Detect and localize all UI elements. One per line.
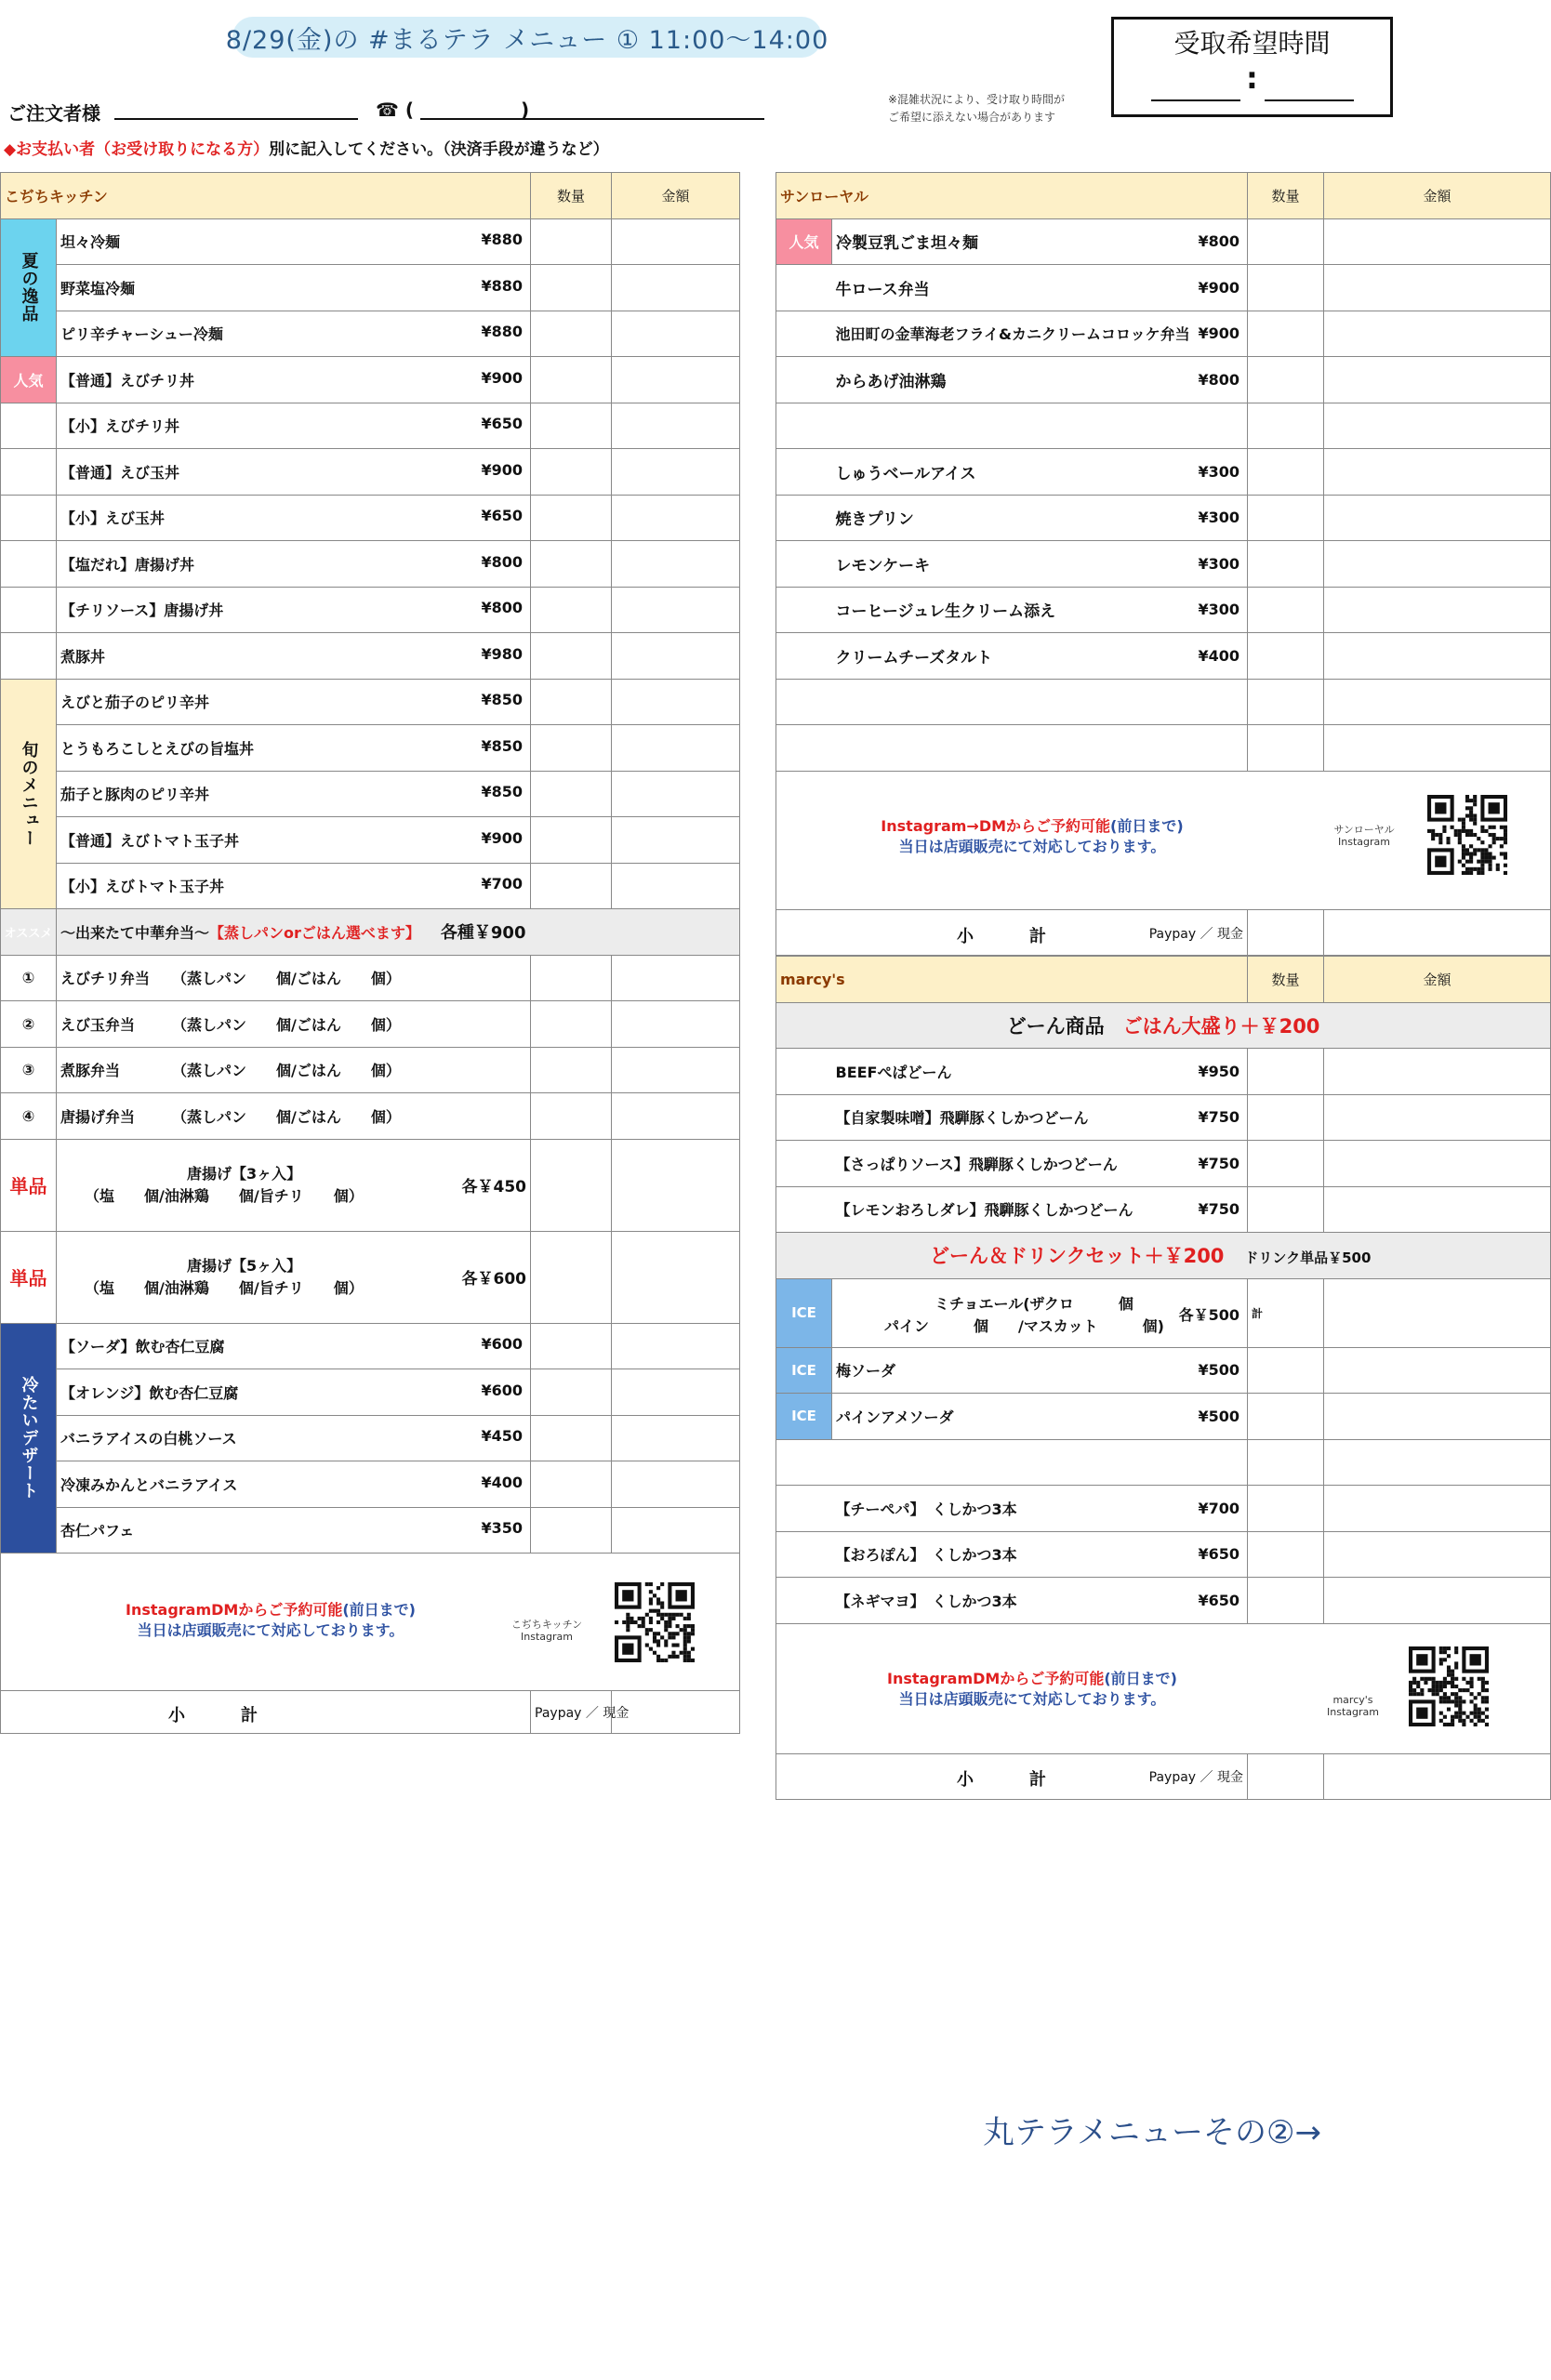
single-item: 唐揚げ【3ヶ入】 （塩 個/油淋鶏 個/旨チリ 個） 各￥450 [57, 1139, 531, 1231]
phone-label: ☎ ( [376, 99, 415, 121]
menu-row [1, 633, 740, 680]
qty-cell[interactable] [531, 1093, 612, 1140]
empty-row [776, 403, 1551, 449]
set-title-row [776, 1233, 1551, 1279]
menu-row [776, 1394, 1551, 1440]
sunroyal-menu [776, 172, 1551, 956]
subtotal-label-b: 計 [1029, 926, 1046, 946]
amount-cell[interactable] [1324, 1486, 1551, 1532]
qty-cell[interactable] [1248, 679, 1324, 725]
ice-badge: ICE [776, 1347, 832, 1394]
menu-item: 煮豚丼 ¥980 [57, 633, 531, 680]
menu-item-name: 牛ロース弁当 [832, 265, 1180, 311]
amount-cell[interactable] [1324, 1347, 1551, 1394]
qty-cell[interactable] [1248, 725, 1324, 772]
menu-item-name: 【チーペパ】 くしかつ3本 [832, 1486, 1180, 1532]
amount-cell[interactable] [612, 1323, 740, 1369]
menu-item: 【チリソース】唐揚げ丼 ¥800 [57, 587, 531, 633]
marcys-header-row [776, 957, 1551, 1003]
menu-item-price: ¥300 [1180, 541, 1248, 588]
amount-cell[interactable] [1324, 541, 1551, 588]
menu-row [776, 218, 1551, 265]
qty-cell[interactable] [1248, 1347, 1324, 1394]
menu-item: 【普通】えびチリ丼 ¥900 [57, 357, 531, 403]
menu-item-price: ¥650 [1180, 1578, 1248, 1624]
menu-row [1, 587, 740, 633]
set-title: どーん＆ドリンクセット＋￥200 ドリンク単品￥500 [776, 1233, 1551, 1279]
marcys-menu [776, 956, 1551, 1800]
marcys-shop-name: marcy's [776, 957, 1248, 1003]
menu-row [776, 1278, 1551, 1347]
menu-row [776, 1141, 1551, 1187]
amount-cell[interactable] [612, 587, 740, 633]
pickup-time-title: 受取希望時間 [1173, 28, 1331, 59]
bento-row: ② えび玉弁当 （蒸しパン 個/ごはん 個） [1, 1001, 740, 1048]
qty-cell[interactable] [531, 449, 612, 496]
menu-item-price: ¥500 [1180, 1347, 1248, 1394]
bento-row: ③ 煮豚弁当 （蒸しパン 個/ごはん 個） [1, 1047, 740, 1093]
osusume-badge: オススメ [1, 909, 57, 956]
menu-row [776, 449, 1551, 496]
season-section-label: 旬のメニュー [1, 679, 57, 909]
menu-item-price: ¥500 [1180, 1394, 1248, 1440]
menu-row [776, 1186, 1551, 1233]
marcys-qr-label: marcy's Instagram [1327, 1693, 1379, 1718]
qty-cell[interactable] [531, 1323, 612, 1369]
qty-cell[interactable] [531, 817, 612, 864]
payment-rest-text: 別に記入してください。（決済手段が違うなど） [269, 140, 609, 159]
menu-item-price: ¥750 [1180, 1186, 1248, 1233]
menu-item-name: 梅ソーダ [832, 1347, 1180, 1394]
popular-badge: 人気 [1, 357, 57, 403]
qty-cell[interactable] [531, 955, 612, 1001]
menu-row [776, 265, 1551, 311]
amount-cell[interactable] [612, 679, 740, 725]
qty-cell[interactable] [531, 403, 612, 449]
menu-item: 【オレンジ】飲む杏仁豆腐 ¥600 [57, 1369, 531, 1416]
qty-cell[interactable]: 計 [1248, 1278, 1324, 1347]
amount-cell[interactable] [612, 311, 740, 357]
qty-cell[interactable] [531, 679, 612, 725]
payment-methods: Paypay ／ 現金 [531, 1691, 612, 1734]
qty-header: 数量 [1248, 173, 1324, 219]
payment-instruction [4, 136, 609, 159]
qty-cell[interactable] [1248, 1531, 1324, 1578]
menu-row [776, 587, 1551, 633]
qty-cell[interactable] [1248, 541, 1324, 588]
qty-cell[interactable] [1248, 1094, 1324, 1141]
qty-cell[interactable] [1248, 587, 1324, 633]
don-title: どーん商品 ごはん大盛り＋￥200 [776, 1002, 1551, 1049]
ice-badge: ICE [776, 1278, 832, 1347]
menu-item-price: ¥750 [1180, 1141, 1248, 1187]
amount-cell[interactable] [1324, 1531, 1551, 1578]
amount-cell[interactable] [612, 633, 740, 680]
qty-cell[interactable] [1248, 633, 1324, 680]
subtotal-amount-cell[interactable] [1324, 1753, 1551, 1800]
amount-cell[interactable] [1324, 218, 1551, 265]
phone-close: ) [521, 99, 530, 121]
menu-row [776, 311, 1551, 357]
menu-item: 野菜塩冷麺 ¥880 [57, 265, 531, 311]
amount-cell[interactable] [1324, 1094, 1551, 1141]
qty-cell[interactable] [531, 771, 612, 817]
subtotal-label-b: 計 [241, 1706, 258, 1726]
menu-item: 【小】えびチリ丼 ¥650 [57, 403, 531, 449]
menu-row [1, 449, 740, 496]
menu-item-price: ¥300 [1180, 449, 1248, 496]
kochi-shop-name: こぢちキッチン [1, 173, 531, 219]
amount-cell[interactable] [1324, 725, 1551, 772]
menu-row [1, 311, 740, 357]
qty-cell[interactable] [1248, 218, 1324, 265]
amount-cell[interactable] [612, 1507, 740, 1554]
menu-row [1, 725, 740, 772]
amount-cell[interactable] [612, 1415, 740, 1461]
kochi-header-row [1, 173, 740, 219]
amount-cell[interactable] [612, 495, 740, 541]
qty-cell[interactable] [531, 218, 612, 265]
subtotal-amount-cell[interactable] [612, 1691, 740, 1734]
qty-cell[interactable] [1248, 1049, 1324, 1095]
menu-item-name: レモンケーキ [832, 541, 1180, 588]
qty-cell[interactable] [531, 863, 612, 909]
marcys-info-text: InstagramDMからご予約可能(前日まで) 当日は店頭販売にて対応しております。 [887, 1669, 1177, 1708]
marcys-info-row [776, 1623, 1551, 1753]
sunroyal-qr-code[interactable] [1427, 795, 1507, 875]
menu-item-name: 焼きプリン [832, 495, 1180, 541]
menu-row [1, 771, 740, 817]
menu-item-name: 冷製豆乳ごま坦々麺 [832, 218, 1180, 265]
qty-cell[interactable] [1248, 1186, 1324, 1233]
pickup-colon: : [1246, 60, 1258, 96]
menu-item: 【小】えび玉丼 ¥650 [57, 495, 531, 541]
qty-cell[interactable] [531, 541, 612, 588]
phone-field[interactable] [420, 118, 764, 120]
amount-header: 金額 [612, 173, 740, 219]
qty-cell[interactable] [1248, 1439, 1324, 1486]
payment-methods: Paypay ／ 現金 [1148, 926, 1244, 942]
menu-item-name: 池田町の金華海老フライ&カニクリームコロッケ弁当 [832, 311, 1180, 357]
amount-cell[interactable] [612, 1093, 740, 1140]
qty-cell[interactable] [531, 1001, 612, 1048]
bento-item: えび玉弁当 （蒸しパン 個/ごはん 個） [57, 1001, 531, 1048]
menu-item: 茄子と豚肉のピリ辛丼 ¥850 [57, 771, 531, 817]
qty-cell[interactable] [1248, 1578, 1324, 1624]
amount-cell[interactable] [612, 218, 740, 265]
amount-cell[interactable] [1324, 495, 1551, 541]
bento-row: ④ 唐揚げ弁当 （蒸しパン 個/ごはん 個） [1, 1093, 740, 1140]
single-row [1, 1139, 740, 1231]
amount-cell[interactable] [612, 771, 740, 817]
menu-item: バニラアイスの白桃ソース ¥450 [57, 1415, 531, 1461]
amount-header: 金額 [1324, 957, 1551, 1003]
bento-title: 〜出来たて中華弁当〜【蒸しパンorごはん選べます】 各種￥900 [57, 909, 740, 956]
qty-cell[interactable] [531, 725, 612, 772]
menu-item-price: ¥650 [1180, 1531, 1248, 1578]
menu-row [776, 1347, 1551, 1394]
menu-row [776, 1049, 1551, 1095]
qty-cell[interactable] [1248, 403, 1324, 449]
orderer-label: ご注文者様 [7, 102, 100, 125]
menu-row [1, 863, 740, 909]
menu-item-price: ¥300 [1180, 587, 1248, 633]
menu-row [776, 1486, 1551, 1532]
menu-row [1, 541, 740, 588]
menu-item: 【ソーダ】飲む杏仁豆腐 ¥600 [57, 1323, 531, 1369]
menu-item-price: ¥900 [1180, 265, 1248, 311]
menu-row [1, 1369, 740, 1416]
amount-cell[interactable] [1324, 587, 1551, 633]
menu-row [776, 495, 1551, 541]
payment-bullet: ◆ [4, 140, 17, 159]
qty-cell[interactable] [531, 633, 612, 680]
amount-cell[interactable] [1324, 1578, 1551, 1624]
menu-item-price: ¥900 [1180, 311, 1248, 357]
qty-cell[interactable] [531, 357, 612, 403]
menu-item-name: クリームチーズタルト [832, 633, 1180, 680]
bento-item: えびチリ弁当 （蒸しパン 個/ごはん 個） [57, 955, 531, 1001]
kochi-subtotal-row [1, 1691, 740, 1734]
menu-row [776, 1094, 1551, 1141]
menu-item-price: ¥800 [1180, 357, 1248, 403]
qty-cell[interactable] [1248, 449, 1324, 496]
menu-row [1, 218, 740, 265]
amount-cell[interactable] [612, 817, 740, 864]
qty-cell[interactable] [1248, 311, 1324, 357]
menu-row [776, 633, 1551, 680]
amount-cell[interactable] [1324, 1049, 1551, 1095]
amount-cell[interactable] [1324, 265, 1551, 311]
amount-cell[interactable] [612, 1461, 740, 1508]
qty-cell[interactable] [531, 587, 612, 633]
menu-item-name: 【おろぽん】 くしかつ3本 [832, 1531, 1180, 1578]
page-title: 8/29(金)の #まるテラ メニュー ① 11:00〜14:00 [232, 17, 822, 58]
menu-row [1, 1461, 740, 1508]
menu-row [1, 495, 740, 541]
single-label: 単品 [1, 1139, 57, 1231]
amount-cell[interactable] [612, 1047, 740, 1093]
notice-line-2: ご希望に添えない場合があります [888, 111, 1056, 124]
single-item: 唐揚げ【5ヶ入】 （塩 個/油淋鶏 個/旨チリ 個） 各￥600 [57, 1231, 531, 1323]
pickup-hour-field[interactable] [1151, 99, 1240, 101]
menu-item-name: からあげ油淋鶏 [832, 357, 1180, 403]
qty-cell[interactable] [1248, 265, 1324, 311]
menu-row [1, 1507, 740, 1554]
amount-cell[interactable] [612, 863, 740, 909]
amount-cell[interactable] [1324, 1141, 1551, 1187]
pickup-minute-field[interactable] [1265, 99, 1354, 101]
popular-badge: 人気 [776, 218, 832, 265]
menu-item: 杏仁パフェ ¥350 [57, 1507, 531, 1554]
qty-cell[interactable] [531, 1415, 612, 1461]
amount-cell[interactable] [1324, 1186, 1551, 1233]
subtotal-qty-cell[interactable] [1248, 1753, 1324, 1800]
kochi-kitchen-menu [0, 172, 740, 1734]
qty-cell[interactable] [531, 1139, 612, 1231]
menu-item-price: ¥950 [1180, 1049, 1248, 1095]
kochi-info-text: InstagramDMからご予約可能(前日まで) 当日は店頭販売にて対応しております。 [126, 1601, 416, 1639]
amount-cell[interactable] [1324, 1394, 1551, 1440]
kochi-info-row [1, 1554, 740, 1691]
summer-section-label: 夏の逸品 [1, 218, 57, 357]
amount-cell[interactable] [1324, 449, 1551, 496]
qty-header: 数量 [1248, 957, 1324, 1003]
menu-item-name: しゅうベールアイス [832, 449, 1180, 496]
sunroyal-header-row [776, 173, 1551, 219]
amount-cell[interactable] [612, 955, 740, 1001]
menu-item: とうもろこしとえびの旨塩丼 ¥850 [57, 725, 531, 772]
qty-cell[interactable] [531, 265, 612, 311]
subtotal-label-a: 小 [168, 1706, 185, 1726]
notice-line-1: ※混雑状況により、受け取り時間が [888, 93, 1066, 106]
amount-cell[interactable] [612, 1001, 740, 1048]
subtotal-label-b: 計 [1029, 1769, 1046, 1790]
amount-cell[interactable] [612, 449, 740, 496]
menu-row [1, 817, 740, 864]
amount-cell[interactable] [612, 403, 740, 449]
kochi-qr-label: こぢちキッチン Instagram [510, 1619, 583, 1643]
marcys-subtotal-row [776, 1753, 1551, 1800]
ice-badge: ICE [776, 1394, 832, 1440]
pickup-time-box [1111, 17, 1393, 117]
menu-row [1, 265, 740, 311]
menu-item-price: ¥800 [1180, 218, 1248, 265]
orderer-name-field[interactable] [114, 118, 358, 120]
menu-row [1, 1323, 740, 1369]
menu-row [1, 1415, 740, 1461]
amount-cell[interactable] [612, 1231, 740, 1323]
sunroyal-info-row [776, 771, 1551, 909]
amount-cell[interactable] [612, 541, 740, 588]
payment-red-text: お支払い者（お受け取りになる方） [16, 140, 270, 159]
menu-item-name: BEEFぺぱどーん [832, 1049, 1180, 1095]
amount-cell[interactable] [1324, 633, 1551, 680]
empty-row [776, 1439, 1551, 1486]
single-label: 単品 [1, 1231, 57, 1323]
menu-row [776, 1531, 1551, 1578]
subtotal-label-a: 小 [957, 926, 974, 946]
amount-cell[interactable] [612, 1369, 740, 1416]
qty-cell[interactable] [531, 1507, 612, 1554]
qty-cell[interactable] [531, 1461, 612, 1508]
qty-cell[interactable] [531, 1231, 612, 1323]
amount-cell[interactable] [612, 357, 740, 403]
empty-row [776, 725, 1551, 772]
qty-header: 数量 [531, 173, 612, 219]
qty-cell[interactable] [531, 495, 612, 541]
menu-item-name: 【ネギマヨ】 くしかつ3本 [832, 1578, 1180, 1624]
menu-item-price: ¥300 [1180, 495, 1248, 541]
amount-header: 金額 [1324, 173, 1551, 219]
menu-item: 【小】えびトマト玉子丼 ¥700 [57, 863, 531, 909]
menu-item-name: 【レモンおろしダレ】飛騨豚くしかつどーん [832, 1186, 1180, 1233]
dessert-section-label: 冷たいデザート [1, 1323, 57, 1554]
kochi-qr-code[interactable] [615, 1582, 695, 1662]
menu-item: えびと茄子のピリ辛丼 ¥850 [57, 679, 531, 725]
next-menu-link[interactable]: 丸テラメニューその②→ [983, 2114, 1321, 2151]
menu-item: 【普通】えびトマト玉子丼 ¥900 [57, 817, 531, 864]
amount-cell[interactable] [612, 1139, 740, 1231]
menu-row [776, 1578, 1551, 1624]
menu-item: 【塩だれ】唐揚げ丼 ¥800 [57, 541, 531, 588]
subtotal-label-a: 小 [957, 1769, 974, 1790]
subtotal-qty-cell[interactable] [1248, 909, 1324, 956]
don-title-row [776, 1002, 1551, 1049]
qty-cell[interactable] [531, 1047, 612, 1093]
amount-cell[interactable] [1324, 1278, 1551, 1347]
sunroyal-subtotal-row [776, 909, 1551, 956]
menu-row [1, 403, 740, 449]
amount-cell[interactable] [1324, 403, 1551, 449]
marcys-qr-code[interactable] [1409, 1646, 1489, 1726]
amount-cell[interactable] [612, 725, 740, 772]
menu-item: 【普通】えび玉丼 ¥900 [57, 449, 531, 496]
amount-cell[interactable] [1324, 1439, 1551, 1486]
single-row [1, 1231, 740, 1323]
payment-methods: Paypay ／ 現金 [1148, 1769, 1243, 1785]
menu-row [776, 357, 1551, 403]
qty-cell[interactable] [1248, 357, 1324, 403]
amount-cell[interactable] [1324, 357, 1551, 403]
bento-row: ① えびチリ弁当 （蒸しパン 個/ごはん 個） [1, 955, 740, 1001]
menu-item-price: ¥400 [1180, 633, 1248, 680]
qty-cell[interactable] [531, 311, 612, 357]
menu-row [1, 679, 740, 725]
menu-item-name: 【さっぱりソース】飛騨豚くしかつどーん [832, 1141, 1180, 1187]
michoale-item: ミチョエール(ザクロ 個 パイン 個 /マスカット 個) 各￥500 [832, 1278, 1248, 1347]
menu-item-name: パインアメソーダ [832, 1394, 1180, 1440]
subtotal-amount-cell[interactable] [1324, 909, 1551, 956]
bento-item: 煮豚弁当 （蒸しパン 個/ごはん 個） [57, 1047, 531, 1093]
qty-cell[interactable] [1248, 495, 1324, 541]
qty-cell[interactable] [1248, 1486, 1324, 1532]
menu-item: 坦々冷麺 ¥880 [57, 218, 531, 265]
menu-item-name: 【自家製味噌】飛騨豚くしかつどーん [832, 1094, 1180, 1141]
qty-cell[interactable] [1248, 1141, 1324, 1187]
menu-item: ピリ辛チャーシュー冷麺 ¥880 [57, 311, 531, 357]
empty-row [776, 679, 1551, 725]
bento-header-row [1, 909, 740, 956]
sunroyal-shop-name: サンローヤル [776, 173, 1248, 219]
menu-item-price: ¥750 [1180, 1094, 1248, 1141]
menu-row [776, 541, 1551, 588]
menu-item-name: コーヒージュレ生クリーム添え [832, 587, 1180, 633]
qty-cell[interactable] [1248, 1394, 1324, 1440]
amount-cell[interactable] [1324, 311, 1551, 357]
sunroyal-qr-label: サンローヤル Instagram [1333, 823, 1395, 848]
sunroyal-info-text: Instagram→DMからご予約可能(前日まで) 当日は店頭販売にて対応しております。 [881, 816, 1184, 855]
menu-row [1, 357, 740, 403]
qty-cell[interactable] [531, 1369, 612, 1416]
amount-cell[interactable] [612, 265, 740, 311]
bento-item: 唐揚げ弁当 （蒸しパン 個/ごはん 個） [57, 1093, 531, 1140]
menu-item-price: ¥700 [1180, 1486, 1248, 1532]
amount-cell[interactable] [1324, 679, 1551, 725]
menu-item: 冷凍みかんとバニラアイス ¥400 [57, 1461, 531, 1508]
